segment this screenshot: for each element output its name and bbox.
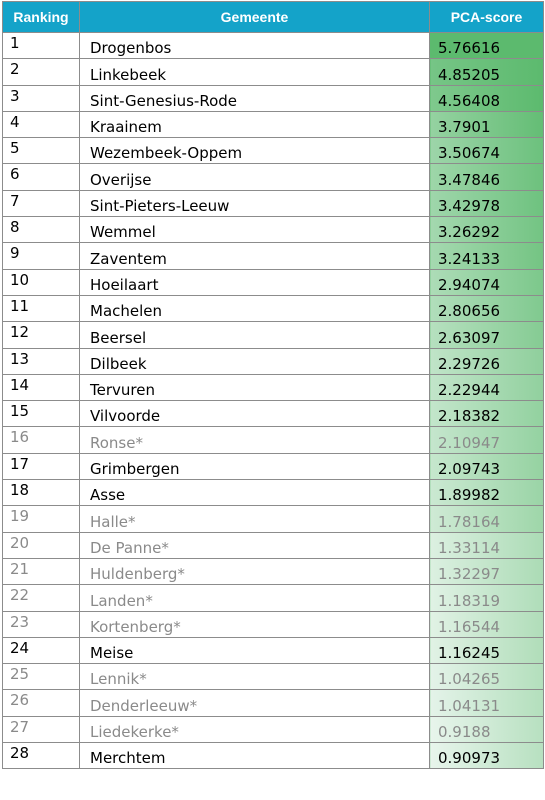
rank-cell: 15 bbox=[3, 401, 80, 427]
rank-cell: 22 bbox=[3, 585, 80, 611]
rank-cell: 2 bbox=[3, 59, 80, 85]
rank-cell: 25 bbox=[3, 664, 80, 690]
rank-cell: 7 bbox=[3, 190, 80, 216]
table-row bbox=[3, 453, 544, 479]
pca-score-cell: 3.26292 bbox=[430, 217, 544, 243]
rank-cell: 24 bbox=[3, 637, 80, 663]
gemeente-cell: Linkebeek bbox=[80, 59, 430, 85]
table-row bbox=[3, 690, 544, 716]
gemeente-cell: Grimbergen bbox=[80, 453, 430, 479]
gemeente-cell: Vilvoorde bbox=[80, 401, 430, 427]
gemeente-cell: Kortenberg* bbox=[80, 611, 430, 637]
rank-cell: 17 bbox=[3, 453, 80, 479]
pca-score-cell: 3.50674 bbox=[430, 138, 544, 164]
table-row bbox=[3, 743, 544, 769]
pca-score-cell: 2.94074 bbox=[430, 269, 544, 295]
gemeente-cell: Overijse bbox=[80, 164, 430, 190]
gemeente-cell: Beersel bbox=[80, 322, 430, 348]
gemeente-cell: Ronse* bbox=[80, 427, 430, 453]
pca-score-cell: 4.85205 bbox=[430, 59, 544, 85]
table-row bbox=[3, 111, 544, 137]
gemeente-cell: Lennik* bbox=[80, 664, 430, 690]
gemeente-cell: Meise bbox=[80, 637, 430, 663]
table-row bbox=[3, 401, 544, 427]
gemeente-cell: Landen* bbox=[80, 585, 430, 611]
table-row bbox=[3, 269, 544, 295]
pca-ranking-table bbox=[2, 1, 544, 769]
pca-score-cell: 1.32297 bbox=[430, 558, 544, 584]
table-row bbox=[3, 33, 544, 59]
gemeente-cell: Halle* bbox=[80, 506, 430, 532]
table-row bbox=[3, 322, 544, 348]
gemeente-cell: Kraainem bbox=[80, 111, 430, 137]
pca-score-cell: 3.24133 bbox=[430, 243, 544, 269]
pca-score-cell: 0.90973 bbox=[430, 743, 544, 769]
table-row bbox=[3, 348, 544, 374]
pca-score-cell: 1.78164 bbox=[430, 506, 544, 532]
gemeente-cell: De Panne* bbox=[80, 532, 430, 558]
rank-cell: 1 bbox=[3, 33, 80, 59]
rank-cell: 8 bbox=[3, 217, 80, 243]
rank-cell: 5 bbox=[3, 138, 80, 164]
rank-cell: 6 bbox=[3, 164, 80, 190]
gemeente-cell: Denderleeuw* bbox=[80, 690, 430, 716]
pca-score-cell: 3.42978 bbox=[430, 190, 544, 216]
gemeente-cell: Sint-Genesius-Rode bbox=[80, 85, 430, 111]
pca-score-cell: 5.76616 bbox=[430, 33, 544, 59]
rank-cell: 11 bbox=[3, 295, 80, 321]
gemeente-cell: Sint-Pieters-Leeuw bbox=[80, 190, 430, 216]
pca-score-cell: 1.16544 bbox=[430, 611, 544, 637]
gemeente-cell: Tervuren bbox=[80, 374, 430, 400]
header-ranking: Ranking bbox=[3, 2, 80, 33]
pca-score-cell: 1.04265 bbox=[430, 664, 544, 690]
rank-cell: 4 bbox=[3, 111, 80, 137]
table-row bbox=[3, 480, 544, 506]
rank-cell: 10 bbox=[3, 269, 80, 295]
gemeente-cell: Merchtem bbox=[80, 743, 430, 769]
table-row bbox=[3, 664, 544, 690]
rank-cell: 21 bbox=[3, 558, 80, 584]
table-row bbox=[3, 558, 544, 584]
pca-score-cell: 0.9188 bbox=[430, 716, 544, 742]
rank-cell: 16 bbox=[3, 427, 80, 453]
table-row bbox=[3, 427, 544, 453]
pca-score-cell: 4.56408 bbox=[430, 85, 544, 111]
table-body bbox=[3, 33, 544, 769]
pca-score-cell: 3.47846 bbox=[430, 164, 544, 190]
pca-score-cell: 2.10947 bbox=[430, 427, 544, 453]
table-row bbox=[3, 217, 544, 243]
pca-score-cell: 2.63097 bbox=[430, 322, 544, 348]
table-row bbox=[3, 59, 544, 85]
rank-cell: 26 bbox=[3, 690, 80, 716]
gemeente-cell: Hoeilaart bbox=[80, 269, 430, 295]
table-row bbox=[3, 190, 544, 216]
table-row bbox=[3, 506, 544, 532]
pca-score-cell: 2.22944 bbox=[430, 374, 544, 400]
gemeente-cell: Liedekerke* bbox=[80, 716, 430, 742]
pca-score-cell: 2.29726 bbox=[430, 348, 544, 374]
table-row bbox=[3, 85, 544, 111]
gemeente-cell: Drogenbos bbox=[80, 33, 430, 59]
header-gemeente: Gemeente bbox=[80, 2, 430, 33]
pca-score-cell: 1.04131 bbox=[430, 690, 544, 716]
rank-cell: 12 bbox=[3, 322, 80, 348]
table-header-row bbox=[3, 2, 544, 33]
pca-score-cell: 1.18319 bbox=[430, 585, 544, 611]
pca-score-cell: 2.80656 bbox=[430, 295, 544, 321]
pca-score-cell: 1.89982 bbox=[430, 480, 544, 506]
table-row bbox=[3, 295, 544, 321]
pca-score-cell: 3.7901 bbox=[430, 111, 544, 137]
rank-cell: 20 bbox=[3, 532, 80, 558]
table-row bbox=[3, 637, 544, 663]
table-row bbox=[3, 374, 544, 400]
gemeente-cell: Wemmel bbox=[80, 217, 430, 243]
gemeente-cell: Zaventem bbox=[80, 243, 430, 269]
table-row bbox=[3, 585, 544, 611]
gemeente-cell: Dilbeek bbox=[80, 348, 430, 374]
table-row bbox=[3, 611, 544, 637]
table-row bbox=[3, 138, 544, 164]
gemeente-cell: Machelen bbox=[80, 295, 430, 321]
pca-score-cell: 2.09743 bbox=[430, 453, 544, 479]
gemeente-cell: Wezembeek-Oppem bbox=[80, 138, 430, 164]
rank-cell: 13 bbox=[3, 348, 80, 374]
rank-cell: 14 bbox=[3, 374, 80, 400]
header-pca-score: PCA-score bbox=[430, 2, 544, 33]
table-row bbox=[3, 716, 544, 742]
table-row bbox=[3, 243, 544, 269]
rank-cell: 3 bbox=[3, 85, 80, 111]
pca-score-cell: 1.33114 bbox=[430, 532, 544, 558]
gemeente-cell: Huldenberg* bbox=[80, 558, 430, 584]
rank-cell: 9 bbox=[3, 243, 80, 269]
gemeente-cell: Asse bbox=[80, 480, 430, 506]
rank-cell: 28 bbox=[3, 743, 80, 769]
rank-cell: 23 bbox=[3, 611, 80, 637]
table-row bbox=[3, 532, 544, 558]
rank-cell: 27 bbox=[3, 716, 80, 742]
pca-score-cell: 2.18382 bbox=[430, 401, 544, 427]
rank-cell: 18 bbox=[3, 480, 80, 506]
pca-score-cell: 1.16245 bbox=[430, 637, 544, 663]
table-row bbox=[3, 164, 544, 190]
rank-cell: 19 bbox=[3, 506, 80, 532]
